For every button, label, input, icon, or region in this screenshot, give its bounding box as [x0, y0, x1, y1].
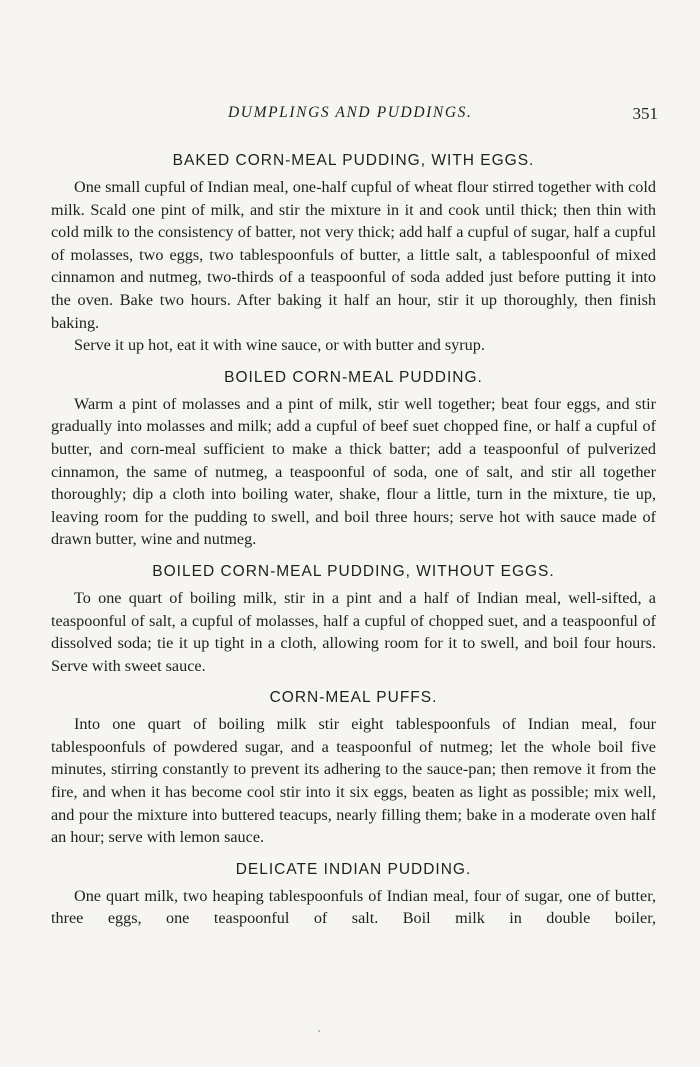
recipe-paragraph: Warm a pint of molasses and a pint of milk, stir well together; beat four eggs, and stir gradually into molasses and milk; add a cupful of beef suet chopped fine, or half a cupful of butter, and corn-meal sufficient to make a thick batter; add a teaspoonful of pulverized cinnamon, the same of nutmeg, a teaspoonful of soda, one of salt, and stir all together thoroughly; dip a cloth into boiling water, shake, flour a little, turn in the mixture, tie up, leaving room for the pudding to swell, and boil three hours; serve hot with sauce made of drawn butter, wine and nutmeg.: [51, 394, 656, 549]
recipe-paragraph: To one quart of boiling milk, stir in a pint and a half of Indian meal, well-sifted, a teaspoonful of salt, a cupful of molasses, half a cupful of chopped suet, and a teaspoonful of dissolved soda; tie it up tight in a cloth, allowing room for it to swell, and boil four hours. Serve with sweet sauce.: [51, 588, 656, 675]
recipe-boiled-corn-meal-pudding: [51, 363, 656, 551]
recipe-corn-meal-puffs: [51, 683, 656, 849]
recipe-paragraph: Into one quart of boiling milk stir eight tablespoonfuls of Indian meal, four tablespoonfuls of powdered sugar, and a teaspoonful of nutmeg; let the whole boil five minutes, stirring constantly to prevent its adhering to the sauce-pan; then remove it from the fire, and when it has become cool stir into it six eggs, beaten as light as possible; mix well, and pour the mixture into buttered teacups, nearly filling them; bake in a moderate oven half an hour; serve with lemon sauce.: [51, 715, 656, 847]
recipe-paragraph: One quart milk, two heaping tablespoonfuls of Indian meal, four of sugar, one of butter, three eggs, one teaspoonful of salt. Boil milk in double boiler,: [51, 886, 656, 928]
running-title: DUMPLINGS AND PUDDINGS.: [228, 104, 473, 121]
running-head: [0, 104, 700, 128]
recipe-boiled-corn-meal-pudding-without-eggs: [51, 557, 656, 677]
recipe-title: BOILED CORN-MEAL PUDDING.: [224, 368, 483, 386]
recipe-paragraph: One small cupful of Indian meal, one-half cupful of wheat flour stirred together with cold milk. Scald one pint of milk, and stir the mixture in it and cook until thick; then thin with cold milk to the consistency of batter, not very thick; add half a cupful of sugar, half a cupful of molasses, two eggs, two tablespoonfuls of butter, a little salt, a tablespoonful of mixed cinnamon and nutmeg, two-thirds of a teaspoonful of soda added just before putting it into the oven. Bake two hours. After baking it half an hour, stir it up thoroughly, then finish baking.: [51, 178, 656, 332]
recipe-title: BOILED CORN-MEAL PUDDING, WITHOUT EGGS.: [152, 562, 555, 580]
page-content: [51, 146, 656, 930]
paper-speck: [318, 1030, 320, 1032]
recipe-baked-corn-meal-pudding-with-eggs: [51, 146, 656, 357]
recipe-title: DELICATE INDIAN PUDDING.: [235, 860, 472, 878]
recipe-title: BAKED CORN-MEAL PUDDING, WITH EGGS.: [172, 152, 535, 169]
recipe-title: CORN-MEAL PUFFS.: [269, 689, 438, 707]
page-number: 351: [632, 104, 658, 123]
recipe-paragraph: Serve it up hot, eat it with wine sauce, or with butter and syrup.: [74, 336, 485, 355]
recipe-delicate-indian-pudding: [51, 855, 656, 930]
